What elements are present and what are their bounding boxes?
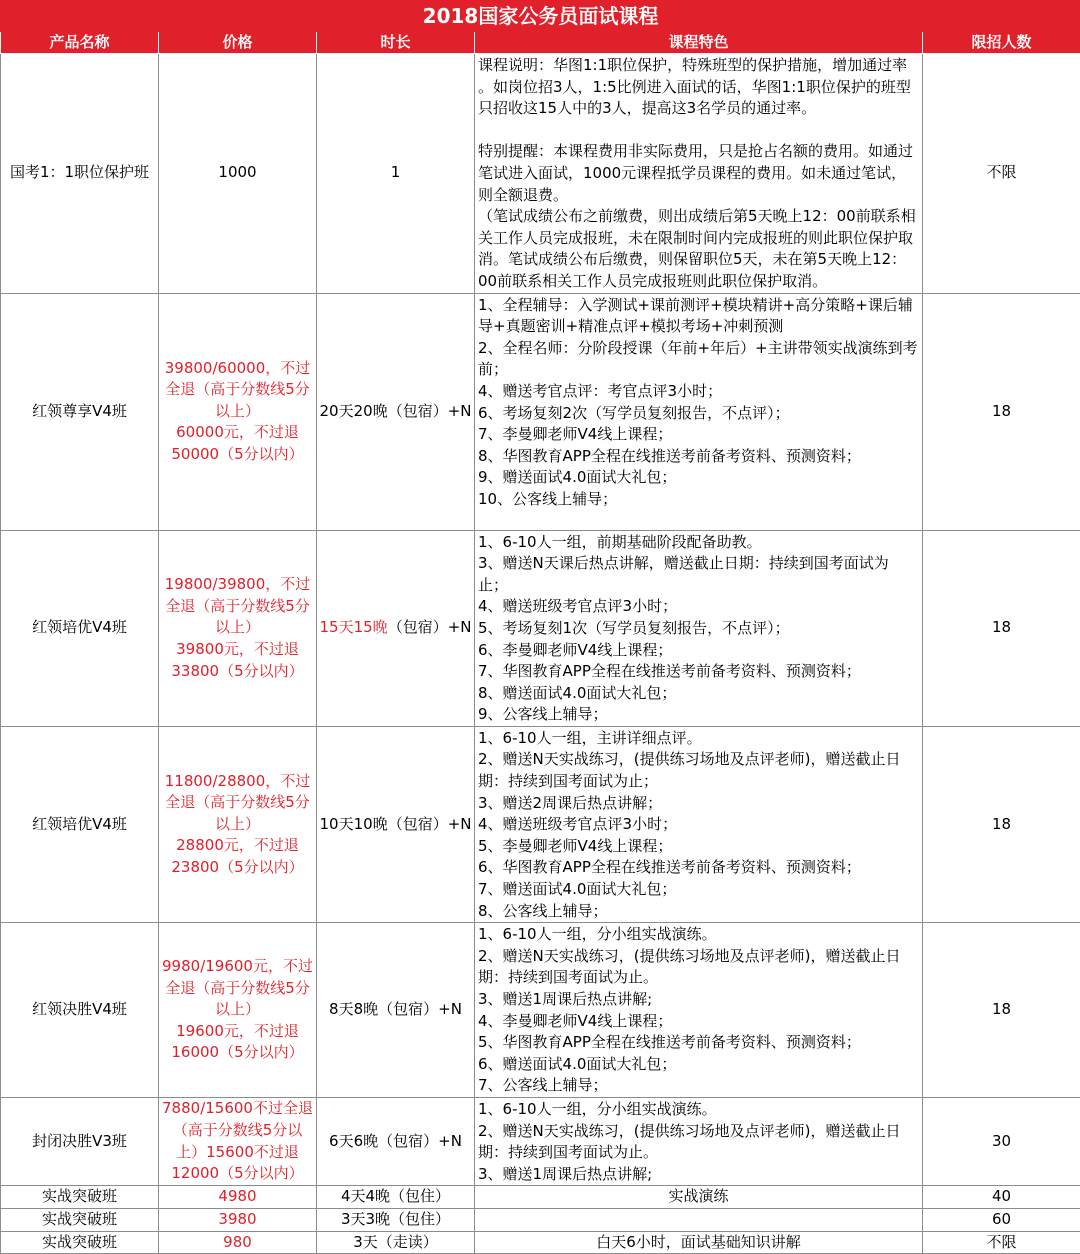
feature-line: 特别提醒：本课程费用非实际费用，只是抢占名额的费用。如通过 — [478, 141, 920, 163]
table-row — [1, 54, 1080, 294]
price-line: 28800元，不过退 — [159, 835, 316, 857]
price-line: 50000（5分以内） — [159, 444, 316, 466]
table-title: 2018国家公务员面试课程 — [1, 1, 1080, 32]
feature-line: 止； — [478, 575, 920, 597]
limit-cell: 18 — [923, 530, 1080, 726]
price-line: （高于分数线5分以 — [159, 1120, 316, 1142]
duration-cell — [317, 1231, 475, 1254]
limit-cell: 不限 — [923, 54, 1080, 294]
product-name: 红领培优V4班 — [1, 530, 159, 726]
features-cell: 实战演练 — [475, 1186, 923, 1209]
feature-line: 5、李曼卿老师V4线上课程； — [478, 836, 920, 858]
feature-line: 7、李曼卿老师V4线上课程； — [478, 424, 920, 446]
feature-line: 课程说明：华图1:1职位保护，特殊班型的保护措施，增加通过率 — [478, 55, 920, 77]
feature-line: 期：持续到国考面试为止； — [478, 771, 920, 793]
feature-line: 1、6-10人一组，分小组实战演练。 — [478, 1099, 920, 1121]
feature-line: 前； — [478, 359, 920, 381]
feature-line: 4、赠送班级考官点评3小时； — [478, 596, 920, 618]
feature-line: 导+真题密训+精准点评+模拟考场+冲刺预测 — [478, 316, 920, 338]
duration-text: 6天6晚（包宿）+N — [329, 1132, 462, 1150]
duration-cell — [317, 1186, 475, 1209]
table-row — [1, 1231, 1080, 1254]
product-name: 红领尊享V4班 — [1, 293, 159, 530]
price-line: 23800（5分以内） — [159, 857, 316, 879]
feature-line: 4、李曼卿老师V4线上课程； — [478, 1011, 920, 1033]
price-cell — [159, 293, 317, 530]
limit-cell: 30 — [923, 1097, 1080, 1185]
feature-line: 只招收这15人中的3人，提高这3名学员的通过率。 — [478, 98, 920, 120]
price-line: 7880/15600不过全退 — [159, 1098, 316, 1120]
feature-line: 关工作人员完成报班，未在限制时间内完成报班的则此职位保护取 — [478, 228, 920, 250]
duration-highlight: 15天15晚 — [320, 618, 388, 636]
header-price: 价格 — [159, 32, 317, 54]
features-cell — [475, 1208, 923, 1231]
duration-cell — [317, 293, 475, 530]
feature-line: 笔试进入面试，1000元课程抵学员课程的费用。如未通过笔试， — [478, 163, 920, 185]
feature-line: 1、6-10人一组，主讲详细点评。 — [478, 728, 920, 750]
header-product-name: 产品名称 — [1, 32, 159, 54]
duration-text: 10天10晚（包宿）+N — [320, 815, 472, 833]
price-cell — [159, 1208, 317, 1231]
feature-line: 1、全程辅导：入学测试+课前测评+模块精讲+高分策略+课后辅 — [478, 295, 920, 317]
feature-line — [478, 120, 920, 142]
duration-text: 1 — [391, 163, 401, 181]
price-line: 3980 — [159, 1209, 316, 1231]
price-line: 11800/28800，不过 — [159, 771, 316, 793]
price-line: 全退（高于分数线5分 — [159, 596, 316, 618]
table-row — [1, 726, 1080, 922]
table-row — [1, 1097, 1080, 1185]
price-cell — [159, 726, 317, 922]
feature-line: 6、华图教育APP全程在线推送考前备考资料、预测资料； — [478, 857, 920, 879]
header-row — [1, 32, 1080, 54]
table-row — [1, 1208, 1080, 1231]
price-line: 9980/19600元，不过 — [159, 956, 316, 978]
product-name: 红领培优V4班 — [1, 726, 159, 922]
table-row — [1, 923, 1080, 1098]
product-name: 封闭决胜V3班 — [1, 1097, 159, 1185]
feature-line: 则全额退费。 — [478, 185, 920, 207]
price-line: 60000元，不过退 — [159, 422, 316, 444]
header-limit: 限招人数 — [923, 32, 1080, 54]
features-cell — [475, 293, 923, 530]
feature-line: 7、赠送面试4.0面试大礼包； — [478, 879, 920, 901]
feature-line: 10、公客线上辅导； — [478, 489, 920, 511]
price-line: 980 — [159, 1232, 316, 1254]
feature-line: 期：持续到国考面试为止。 — [478, 967, 920, 989]
feature-line: 6、赠送面试4.0面试大礼包； — [478, 1054, 920, 1076]
product-name: 实战突破班 — [1, 1231, 159, 1254]
price-line: 全退（高于分数线5分 — [159, 792, 316, 814]
table-row — [1, 530, 1080, 726]
table-body — [1, 54, 1080, 1254]
limit-cell: 18 — [923, 293, 1080, 530]
price-cell — [159, 530, 317, 726]
duration-text: 3天（走读） — [353, 1233, 438, 1251]
header-duration: 时长 — [317, 32, 475, 54]
features-cell — [475, 54, 923, 294]
duration-cell — [317, 530, 475, 726]
feature-line: 1、6-10人一组，分小组实战演练。 — [478, 924, 920, 946]
price-cell — [159, 1097, 317, 1185]
feature-line: 2、赠送N天实战练习，(提供练习场地及点评老师)，赠送截止日 — [478, 946, 920, 968]
feature-line: 5、考场复刻1次（写学员复刻报告，不点评）； — [478, 618, 920, 640]
price-line: 1000 — [159, 162, 316, 184]
price-cell — [159, 54, 317, 294]
limit-cell: 不限 — [923, 1231, 1080, 1254]
price-cell — [159, 1231, 317, 1254]
duration-text: 3天3晚（包住） — [341, 1210, 450, 1228]
price-line: 以上） — [159, 617, 316, 639]
feature-line: 1、6-10人一组，前期基础阶段配备助教。 — [478, 532, 920, 554]
header-features: 课程特色 — [475, 32, 923, 54]
feature-line: 00前联系相关工作人员完成报班则此职位保护取消。 — [478, 271, 920, 293]
feature-line: 8、公客线上辅导； — [478, 901, 920, 923]
price-line: 4980 — [159, 1186, 316, 1208]
feature-line: 2、全程名师：分阶段授课（年前+年后）+主讲带领实战演练到考 — [478, 338, 920, 360]
feature-line: 4、赠送班级考官点评3小时； — [478, 814, 920, 836]
limit-cell: 60 — [923, 1208, 1080, 1231]
feature-line: 8、赠送面试4.0面试大礼包； — [478, 683, 920, 705]
price-cell — [159, 923, 317, 1098]
product-name: 国考1：1职位保护班 — [1, 54, 159, 294]
price-line: 以上） — [159, 401, 316, 423]
feature-line: 7、华图教育APP全程在线推送考前备考资料、预测资料； — [478, 661, 920, 683]
feature-line: 9、公客线上辅导； — [478, 704, 920, 726]
duration-cell — [317, 923, 475, 1098]
feature-line: 3、赠送1周课后热点讲解; — [478, 989, 920, 1011]
price-line: 以上） — [159, 999, 316, 1021]
price-line: 39800/60000，不过 — [159, 358, 316, 380]
price-line: 19800/39800，不过 — [159, 574, 316, 596]
feature-line: 。如岗位招3人，1:5比例进入面试的话，华图1:1职位保护的班型 — [478, 77, 920, 99]
duration-cell — [317, 1208, 475, 1231]
price-line: 12000（5分以内） — [159, 1163, 316, 1185]
feature-line: 8、华图教育APP全程在线推送考前备考资料、预测资料； — [478, 446, 920, 468]
price-cell — [159, 1186, 317, 1209]
feature-line: 9、赠送面试4.0面试大礼包； — [478, 467, 920, 489]
table-row — [1, 293, 1080, 530]
limit-cell: 40 — [923, 1186, 1080, 1209]
price-line: 上）15600不过退 — [159, 1142, 316, 1164]
feature-line: 5、华图教育APP全程在线推送考前备考资料、预测资料； — [478, 1032, 920, 1054]
price-line: 16000（5分以内） — [159, 1042, 316, 1064]
duration-text: 4天4晚（包住） — [341, 1187, 450, 1205]
feature-line: 6、考场复刻2次（写学员复刻报告，不点评）； — [478, 403, 920, 425]
duration-cell — [317, 54, 475, 294]
feature-line: 3、赠送2周课后热点讲解； — [478, 793, 920, 815]
features-cell: 白天6小时，面试基础知识讲解 — [475, 1231, 923, 1254]
feature-line: 3、赠送1周课后热点讲解; — [478, 1164, 920, 1186]
feature-line: 4、赠送考官点评：考官点评3小时； — [478, 381, 920, 403]
duration-cell — [317, 1097, 475, 1185]
features-cell — [475, 1097, 923, 1185]
feature-line: 消。笔试成绩公布后缴费，则保留职位5天，未在第5天晚上12： — [478, 249, 920, 271]
price-line: 以上） — [159, 814, 316, 836]
feature-line: （笔试成绩公布之前缴费，则出成绩后第5天晚上12：00前联系相 — [478, 206, 920, 228]
feature-line: 2、赠送N天实战练习，(提供练习场地及点评老师)，赠送截止日 — [478, 749, 920, 771]
price-line: 19600元，不过退 — [159, 1021, 316, 1043]
duration-text: （包宿）+N — [388, 618, 472, 636]
features-cell — [475, 530, 923, 726]
features-cell — [475, 726, 923, 922]
duration-cell — [317, 726, 475, 922]
feature-line: 6、李曼卿老师V4线上课程； — [478, 640, 920, 662]
feature-line: 3、赠送N天课后热点讲解，赠送截止日期：持续到国考面试为 — [478, 553, 920, 575]
price-line: 全退（高于分数线5分 — [159, 379, 316, 401]
product-name: 实战突破班 — [1, 1186, 159, 1209]
price-line: 全退（高于分数线5分 — [159, 978, 316, 1000]
duration-text: 8天8晚（包宿）+N — [329, 1000, 462, 1018]
feature-line: 2、赠送N天实战练习，(提供练习场地及点评老师)，赠送截止日 — [478, 1121, 920, 1143]
features-cell — [475, 923, 923, 1098]
limit-cell: 18 — [923, 726, 1080, 922]
price-line: 39800元，不过退 — [159, 639, 316, 661]
product-name: 红领决胜V4班 — [1, 923, 159, 1098]
product-name: 实战突破班 — [1, 1208, 159, 1231]
table-row — [1, 1186, 1080, 1209]
price-line: 33800（5分以内） — [159, 661, 316, 683]
duration-text: 20天20晚（包宿）+N — [320, 402, 472, 420]
feature-line: 7、公客线上辅导； — [478, 1075, 920, 1097]
feature-line: 期：持续到国考面试为止。 — [478, 1142, 920, 1164]
limit-cell: 18 — [923, 923, 1080, 1098]
